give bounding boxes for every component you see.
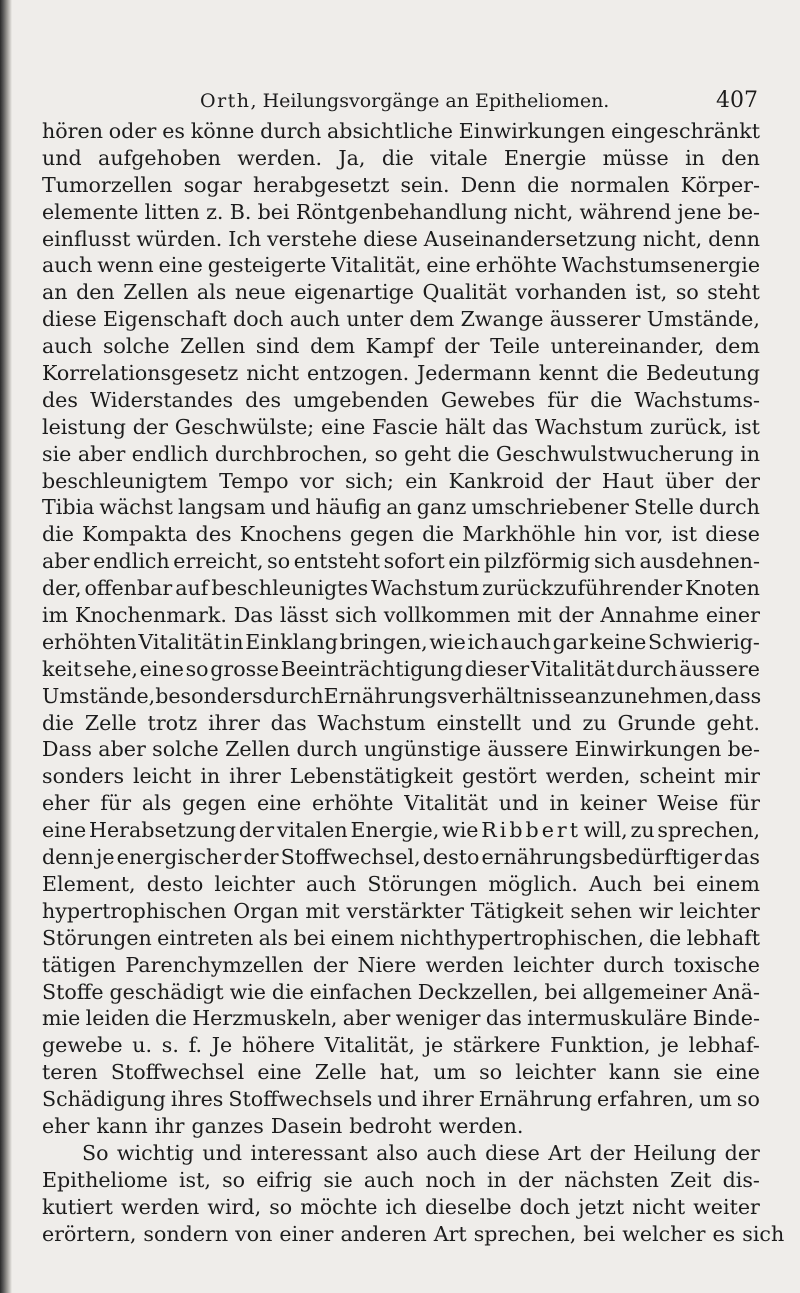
- text-line: elemente litten z. B. bei Röntgenbehandlung nicht, während jene be-: [42, 199, 760, 224]
- text-line: eine Herabsetzung der vitalen Energie, wie Ribbert will, zu sprechen,: [42, 818, 760, 843]
- text-line: Element, desto leichter auch Störungen möglich. Auch bei einem: [42, 871, 760, 896]
- text-line: einflusst würden. Ich verstehe diese Auseinandersetzung nicht, denn: [42, 226, 760, 251]
- text-line: gewebe u. s. f. Je höhere Vitalität, je stärkere Funktion, je lebhaf-: [42, 1033, 760, 1058]
- text-line: erhöhten Vitalität in Einklang bringen, wie ich auch gar keine Schwierig-: [42, 629, 760, 654]
- text-line: erörtern, sondern von einer anderen Art sprechen, bei welcher es sich: [42, 1221, 785, 1246]
- text-line: tätigen Parenchymzellen der Niere werden leichter durch toxische: [42, 952, 760, 977]
- text-line: Dass aber solche Zellen durch ungünstige äussere Einwirkungen be-: [42, 737, 760, 762]
- text-line: Umstände, besonders durch Ernährungsverhältnisse anzunehmen, dass: [42, 683, 762, 708]
- text-line: an den Zellen als neue eigenartige Qualität vorhanden ist, so steht: [42, 280, 760, 305]
- text-line: Tumorzellen sogar herabgesetzt sein. Denn die normalen Körper-: [42, 172, 760, 197]
- text-line: und aufgehoben werden. Ja, die vitale Energie müsse in den: [42, 145, 760, 170]
- body-text: [42, 118, 785, 1247]
- running-header: [42, 88, 762, 118]
- text-line: eher kann ihr ganzes Dasein bedroht werden.: [42, 1113, 524, 1138]
- text-line: der, offenbar auf beschleunigtes Wachstum zurückzuführender Knoten: [42, 576, 760, 601]
- book-page: [42, 0, 785, 1293]
- text-line: mie leiden die Herzmuskeln, aber weniger das intermuskuläre Binde-: [42, 1006, 760, 1031]
- text-line: keit sehe, eine so grosse Beeinträchtigung dieser Vitalität durch äussere: [42, 656, 760, 681]
- book-binding-edge: [0, 0, 12, 1293]
- text-line: aber endlich erreicht, so entsteht sofort ein pilzförmig sich ausdehnen-: [42, 549, 760, 574]
- author-name: Orth: [200, 90, 251, 112]
- text-line: denn je energischer der Stoffwechsel, desto ernährungsbedürftiger das: [42, 845, 760, 870]
- text-line: sie aber endlich durchbrochen, so geht die Geschwulstwucherung in: [42, 441, 760, 466]
- chapter-title: , Heilungsvorgänge an Epitheliomen.: [250, 90, 610, 112]
- text-line: des Widerstandes des umgebenden Gewebes für die Wachstums-: [42, 387, 760, 412]
- text-line: diese Eigenschaft doch auch unter dem Zwange äusserer Umstände,: [42, 307, 760, 332]
- text-line: die Zelle trotz ihrer das Wachstum einstellt und zu Grunde geht.: [42, 710, 760, 735]
- text-line: So wichtig und interessant also auch diese Art der Heilung der: [82, 1140, 760, 1165]
- text-line: Tibia wächst langsam und häufig an ganz umschriebener Stelle durch: [42, 495, 760, 520]
- text-line: im Knochenmark. Das lässt sich vollkommen mit der Annahme einer: [42, 603, 760, 628]
- running-title: [200, 90, 609, 112]
- text-line: die Kompakta des Knochens gegen die Markhöhle hin vor, ist diese: [42, 522, 760, 547]
- text-line: teren Stoffwechsel eine Zelle hat, um so leichter kann sie eine: [42, 1060, 760, 1085]
- text-line: auch wenn eine gesteigerte Vitalität, eine erhöhte Wachstumsenergie: [42, 253, 760, 278]
- text-line: sonders leicht in ihrer Lebenstätigkeit gestört werden, scheint mir: [42, 764, 760, 789]
- text-line: auch solche Zellen sind dem Kampf der Teile untereinander, dem: [42, 334, 760, 359]
- text-line: leistung der Geschwülste; eine Fascie hält das Wachstum zurück, ist: [42, 414, 760, 439]
- text-line: kutiert werden wird, so möchte ich dieselbe doch jetzt nicht weiter: [42, 1194, 760, 1219]
- text-line: beschleunigtem Tempo vor sich; ein Kankroid der Haut über der: [42, 468, 760, 493]
- text-line: hypertrophischen Organ mit verstärkter Tätigkeit sehen wir leichter: [42, 898, 760, 923]
- text-line: Störungen eintreten als bei einem nichthypertrophischen, die lebhaft: [42, 925, 760, 950]
- page-number: 407: [716, 88, 758, 113]
- text-line: Epitheliome ist, so eifrig sie auch noch in der nächsten Zeit dis-: [42, 1167, 760, 1192]
- text-line: eher für als gegen eine erhöhte Vitalität und in keiner Weise für: [42, 791, 760, 816]
- text-line: Schädigung ihres Stoffwechsels und ihrer Ernährung erfahren, um so: [42, 1087, 760, 1112]
- text-line: hören oder es könne durch absichtliche Einwirkungen eingeschränkt: [42, 119, 760, 143]
- text-line: Stoffe geschädigt wie die einfachen Deckzellen, bei allgemeiner Anä-: [42, 979, 760, 1004]
- text-line: Korrelationsgesetz nicht entzogen. Jedermann kennt die Bedeutung: [42, 361, 760, 386]
